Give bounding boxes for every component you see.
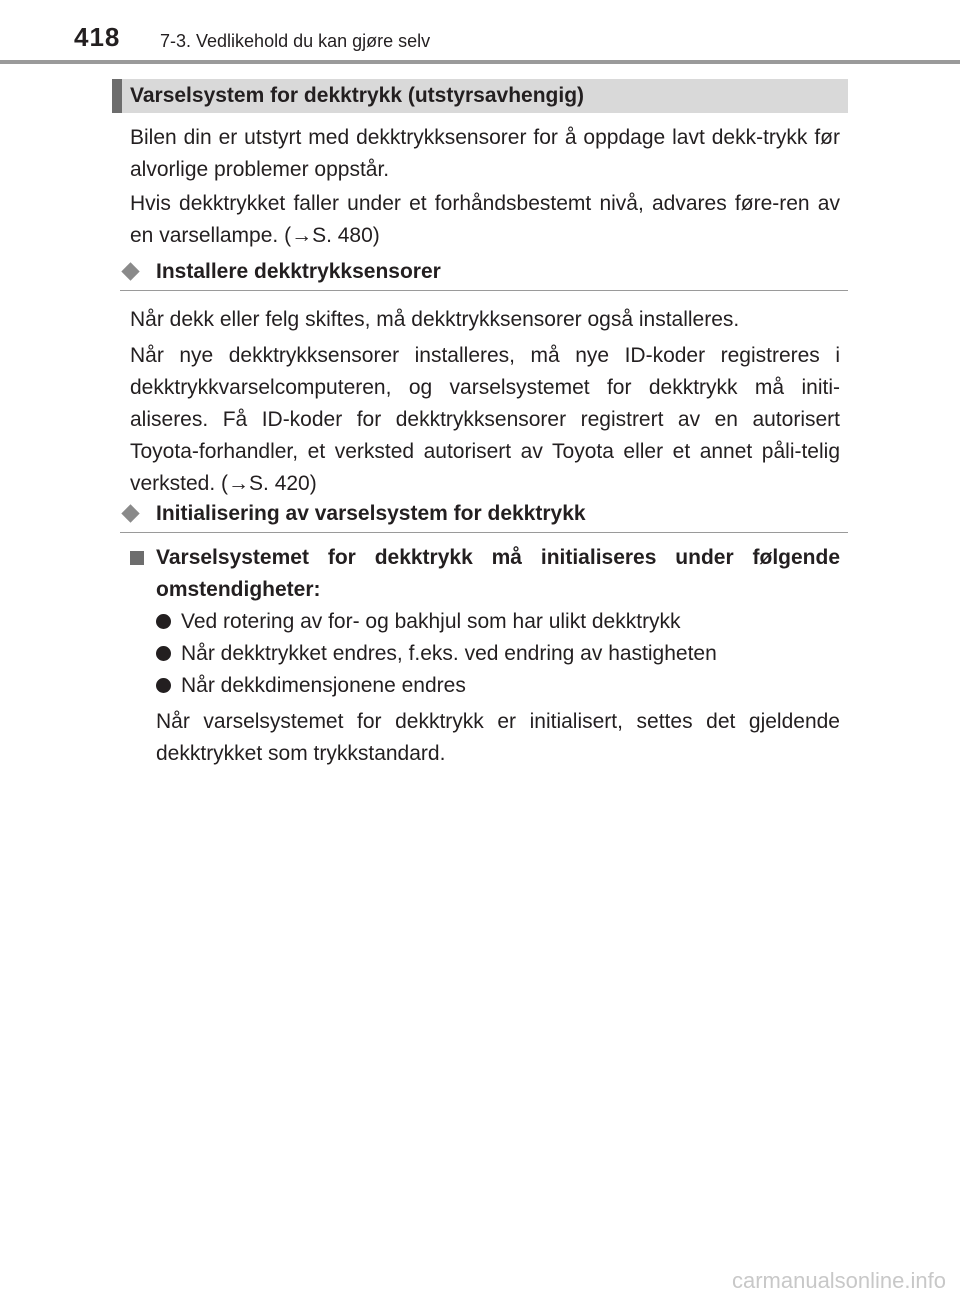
header-divider bbox=[0, 60, 960, 64]
list-item bbox=[156, 670, 466, 702]
diamond-bullet-icon bbox=[121, 504, 139, 522]
sensors-paragraph-1: Når dekk eller felg skiftes, må dekktrykksensorer også installeres. bbox=[130, 308, 740, 331]
round-bullet-icon bbox=[156, 678, 171, 693]
list-item bbox=[156, 606, 681, 638]
subsection-title-initialization: Initialisering av varselsystem for dekktrykk bbox=[156, 502, 586, 525]
list-item bbox=[156, 638, 717, 670]
page-number: 418 bbox=[74, 22, 121, 52]
intro-paragraph-1: Bilen din er utstyrt med dekktrykksensorer for å oppdage lavt dekk-trykk før alvorlige problemer oppstår. bbox=[130, 126, 840, 181]
page-header bbox=[0, 0, 960, 64]
section-banner bbox=[112, 79, 848, 113]
initialization-note: Når varselsystemet for dekktrykk er initialisert, settes det gjeldende dekktrykket som trykkstandard. bbox=[156, 710, 840, 765]
watermark-text: carmanualsonline.info bbox=[731, 1268, 946, 1293]
section-banner-accent bbox=[112, 79, 122, 113]
round-bullet-icon bbox=[156, 646, 171, 661]
subsection-heading-sensors bbox=[120, 256, 848, 291]
subsection-title-sensors: Installere dekktrykksensorer bbox=[156, 260, 441, 283]
condition-heading: Varselsystemet for dekktrykk må initialiseres under følgende omstendigheter: bbox=[156, 546, 840, 601]
diamond-bullet-icon bbox=[121, 262, 139, 280]
list-item-text: Ved rotering av for- og bakhjul som har ulikt dekktrykk bbox=[181, 610, 681, 633]
section-title: Varselsystem for dekktrykk (utstyrsavhengig) bbox=[130, 84, 585, 107]
list-item-text: Når dekktrykket endres, f.eks. ved endring av hastigheten bbox=[181, 642, 717, 665]
round-bullet-icon bbox=[156, 614, 171, 629]
sensors-paragraph-2: Når nye dekktrykksensorer installeres, må nye ID-koder registreres i dekktrykkvarselcomputeren, og varselsystemet for dekktrykk må initi-aliseres. Få ID-koder for dekktrykksensorer registrert av en autorisert Toyota-forhandler, et verksted autorisert av Toyota eller et annet påli-telig verksted. (→S. 420) bbox=[130, 344, 840, 495]
subsection-heading-initialization bbox=[120, 498, 848, 533]
square-bullet-icon bbox=[130, 551, 144, 565]
intro-paragraph-2: Hvis dekktrykket faller under et forhåndsbestemt nivå, advares føre-ren av en varsellampe. (→S. 480) bbox=[130, 192, 840, 247]
list-item-text: Når dekkdimensjonene endres bbox=[181, 674, 466, 697]
chapter-title: 7-3. Vedlikehold du kan gjøre selv bbox=[160, 31, 431, 51]
